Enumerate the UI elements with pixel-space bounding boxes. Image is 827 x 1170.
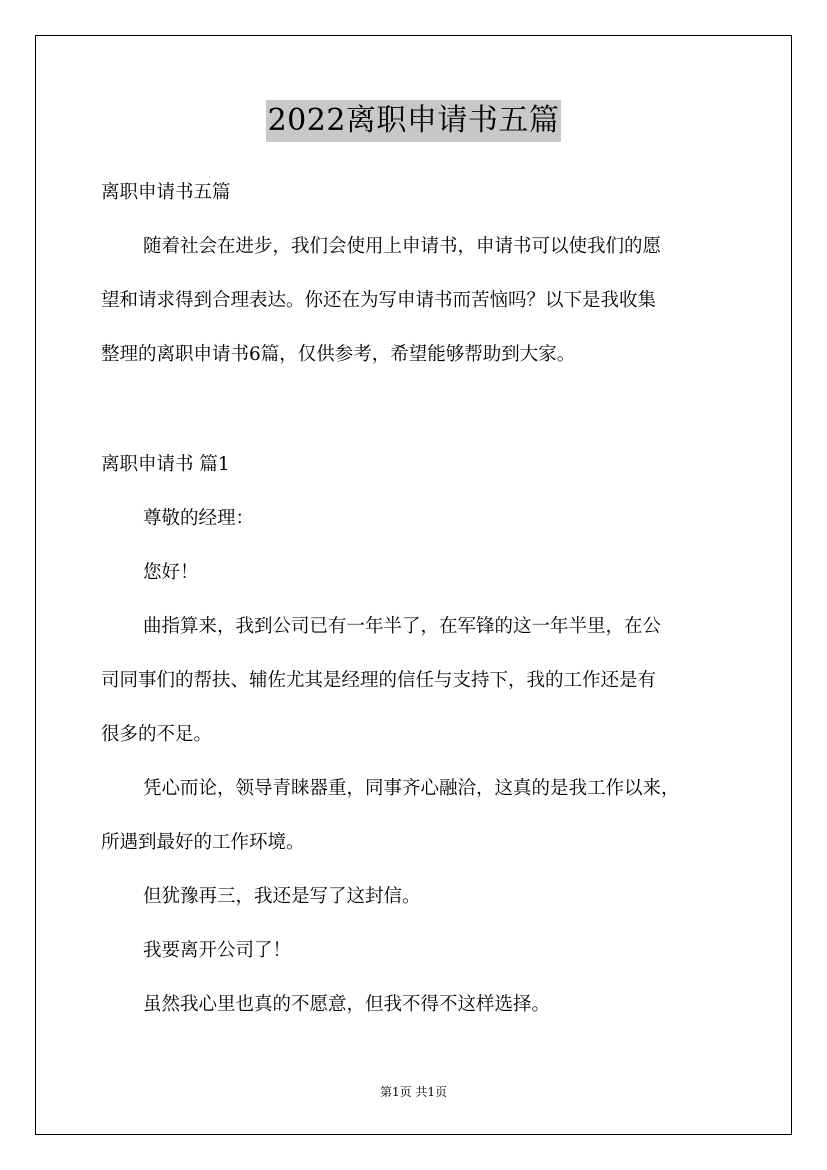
intro-line: 整理的离职申请书6篇，仅供参考，希望能够帮助到大家。 (101, 344, 576, 365)
section-heading: 离职申请书 篇1 (101, 454, 230, 475)
intro-line: 随着社会在进步，我们会使用上申请书，申请书可以使我们的愿 (143, 236, 662, 257)
body-line: 所遇到最好的工作环境。 (101, 832, 305, 853)
body-line: 凭心而论，领导青睐器重，同事齐心融洽，这真的是我工作以来， (143, 778, 680, 799)
body-line: 很多的不足。 (101, 724, 213, 745)
page-number: 第1页 共1页 (379, 1085, 448, 1099)
body-line: 但犹豫再三，我还是写了这封信。 (143, 886, 421, 907)
intro-line: 望和请求得到合理表达。你还在为写申请书而苦恼吗？以下是我收集 (101, 290, 657, 311)
document-title: 2022离职申请书五篇 (266, 100, 562, 142)
body-line: 您好！ (143, 562, 199, 583)
body-line: 虽然我心里也真的不愿意，但我不得不这样选择。 (143, 994, 551, 1015)
document-subtitle: 离职申请书五篇 (101, 182, 231, 203)
body-line: 司同事们的帮扶、辅佐尤其是经理的信任与支持下，我的工作还是有 (101, 670, 657, 691)
body-line: 尊敬的经理： (143, 508, 255, 529)
body-line: 曲指算来，我到公司已有一年半了，在军锋的这一年半里，在公 (143, 616, 662, 637)
body-line: 我要离开公司了！ (143, 940, 292, 961)
title-container (0, 100, 827, 142)
